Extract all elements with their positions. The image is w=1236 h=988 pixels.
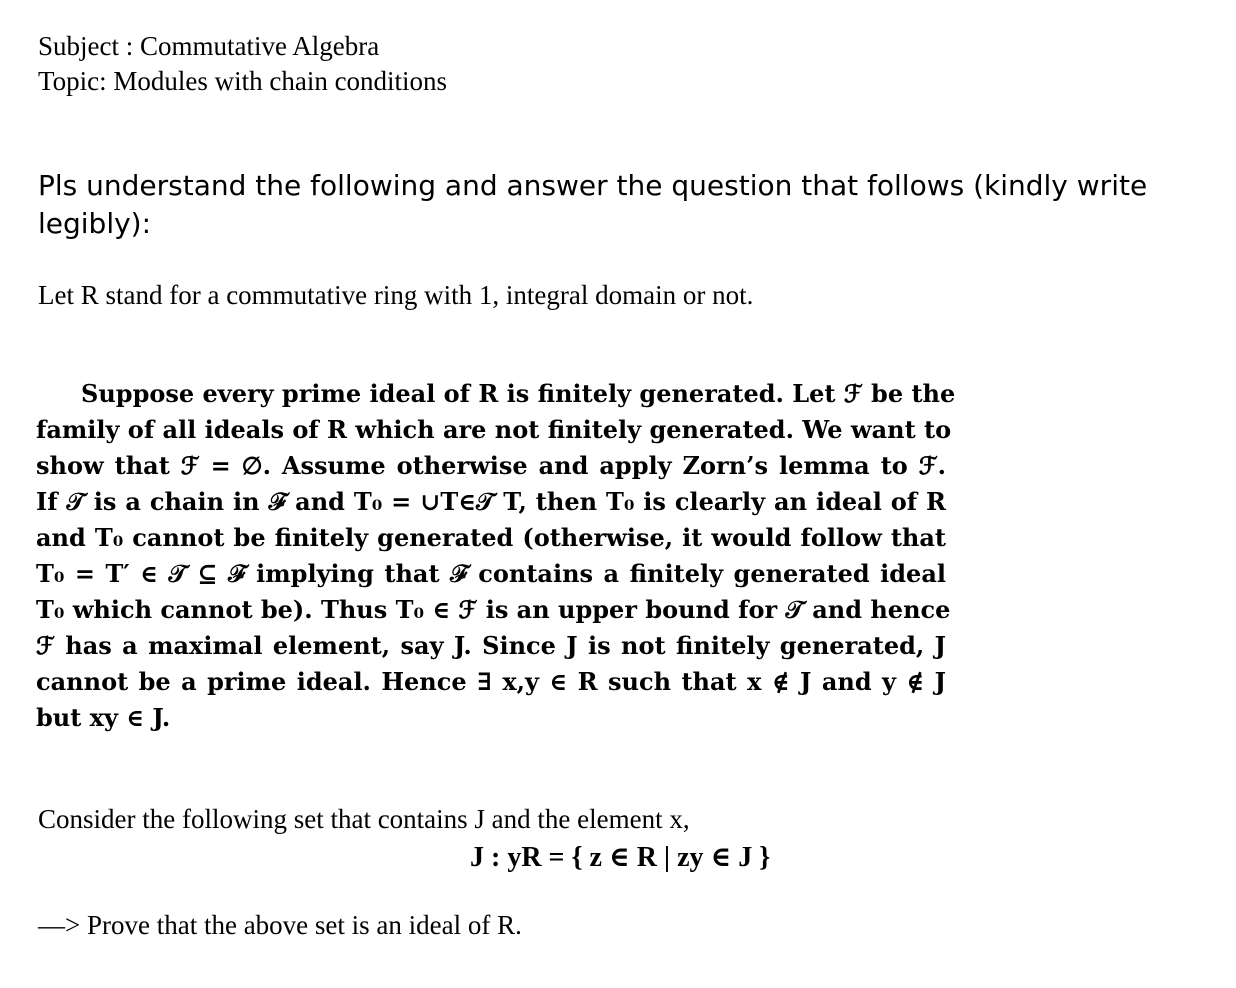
consider-line: Consider the following set that contains J and the element x, [38, 804, 690, 834]
excerpt-line: T₀ = T′ ∈ 𝒯 ⊆ ℱ implying that ℱ contains a finitely generated ideal [36, 559, 946, 588]
excerpt-line: and T₀ cannot be finitely generated (otherwise, it would follow that [36, 523, 946, 552]
intro-line-1: Pls understand the following and answer the question that follows (kindly write [38, 169, 1148, 202]
ring-statement: Let R stand for a commutative ring with 1, integral domain or not. [38, 280, 754, 310]
excerpt-line: If 𝒯 is a chain in ℱ and T₀ = ∪T∈𝒯 T, then T₀ is clearly an ideal of R [36, 487, 946, 516]
excerpt-line: but xy ∈ J. [36, 703, 171, 732]
excerpt-line: Suppose every prime ideal of R is finitely generated. Let ℱ be the [81, 379, 956, 408]
excerpt-line: cannot be a prime ideal. Hence ∃ x,y ∈ R such that x ∉ J and y ∉ J [36, 667, 946, 696]
excerpt-line: show that ℱ = ∅. Assume otherwise and apply Zorn’s lemma to ℱ. [36, 451, 946, 480]
intro-line-2: legibly): [38, 207, 152, 240]
colon-ideal-formula: J : yR = { z ∈ R | zy ∈ J } [470, 842, 771, 873]
topic-line: Topic: Modules with chain conditions [38, 66, 448, 96]
question-line: —> Prove that the above set is an ideal of R. [38, 910, 522, 940]
proof-excerpt [36, 376, 956, 736]
excerpt-line: ℱ has a maximal element, say J. Since J is not finitely generated, J [36, 631, 946, 660]
excerpt-line: family of all ideals of R which are not finitely generated. We want to [36, 415, 952, 444]
subject-line: Subject : Commutative Algebra [38, 31, 380, 61]
excerpt-line: T₀ which cannot be). Thus T₀ ∈ ℱ is an upper bound for 𝒯 and hence [36, 595, 951, 624]
